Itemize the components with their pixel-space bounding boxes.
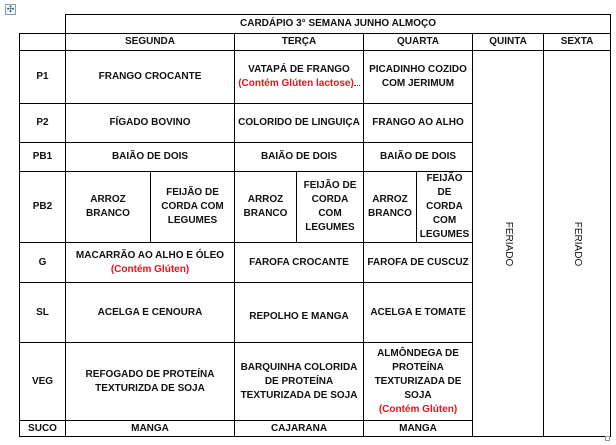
g-segunda (66, 243, 235, 283)
table-title: CARDÁPIO 3° SEMANA JUNHO ALMOÇO (66, 15, 611, 34)
p1-segunda-text: FRANGO CROCANTE (98, 71, 202, 82)
p1-quarta: PICADINHO COZIDO COM JERIMUM (364, 51, 473, 104)
day-header-terca: TERÇA (235, 34, 364, 51)
sl-segunda: ACELGA E CENOURA (66, 283, 235, 343)
corner-cell (20, 15, 66, 34)
suco-segunda: MANGA (66, 421, 235, 437)
pb1-segunda: BAIÃO DE DOIS (66, 143, 235, 172)
quinta-holiday (473, 51, 544, 437)
veg-terca: BARQUINHA COLORIDA DE PROTEÍNA TEXTURIZADA DE SOJA (235, 343, 364, 421)
menu-table (19, 14, 611, 437)
suco-quarta: MANGA (364, 421, 473, 437)
day-header-quinta: QUINTA (473, 34, 544, 51)
pb1-terca: BAIÃO DE DOIS (235, 143, 364, 172)
spellcheck-squiggle (354, 85, 360, 86)
table-resize-handle-icon[interactable] (605, 436, 610, 441)
pb2-terca-b: FEIJÃO DE CORDA COM LEGUMES (297, 172, 364, 243)
header-blank (20, 34, 66, 51)
g-terca: FAROFA CROCANTE (235, 243, 364, 283)
pb1-quarta: BAIÃO DE DOIS (364, 143, 473, 172)
p1-terca (235, 51, 364, 104)
p2-quarta: FRANGO AO ALHO (364, 104, 473, 143)
row-label-p2: P2 (20, 104, 66, 143)
veg-quarta-text: ALMÔNDEGA DE PROTEÍNA TEXTURIZADA DE SOJA (374, 347, 462, 401)
g-segunda-text: MACARRÃO AO ALHO E ÓLEO (75, 249, 225, 261)
day-header-quarta: QUARTA (364, 34, 473, 51)
pb2-segunda-b: FEIJÃO DE CORDA COM LEGUMES (151, 172, 235, 243)
day-header-segunda: SEGUNDA (66, 34, 235, 51)
sl-terca: REPOLHO E MANGA (235, 283, 364, 343)
pb2-quarta-a: ARROZ BRANCO (364, 172, 417, 243)
sl-quarta: ACELGA E TOMATE (364, 283, 473, 343)
row-label-suco: SUCO (20, 421, 66, 437)
quinta-holiday-text: FERIADO (503, 221, 514, 266)
p1-terca-note: (Contém Glúten lactose) (237, 77, 361, 91)
veg-segunda: REFOGADO DE PROTEÍNA TEXTURIZDA DE SOJA (66, 343, 235, 421)
row-label-veg: VEG (20, 343, 66, 421)
row-label-pb1: PB1 (20, 143, 66, 172)
g-segunda-note: (Contém Glúten) (110, 263, 190, 275)
row-label-sl: SL (20, 283, 66, 343)
veg-quarta (364, 343, 473, 421)
p2-terca: COLORIDO DE LINGUIÇA (235, 104, 364, 143)
pb2-terca-a: ARROZ BRANCO (235, 172, 297, 243)
veg-quarta-note: (Contém Glúten) (378, 403, 458, 415)
pb2-segunda-a: ARROZ BRANCO (66, 172, 151, 243)
table-move-handle-icon[interactable]: ✣ (6, 4, 15, 14)
row-label-p1: P1 (20, 51, 66, 104)
p2-segunda: FÍGADO BOVINO (66, 104, 235, 143)
row-label-pb2: PB2 (20, 172, 66, 243)
p1-terca-text: VATAPÁ DE FRANGO (248, 64, 350, 75)
day-header-sexta: SEXTA (544, 34, 611, 51)
sexta-holiday (544, 51, 611, 437)
suco-terca: CAJARANA (235, 421, 364, 437)
sexta-holiday-text: FERIADO (572, 221, 584, 266)
pb2-quarta-b: FEIJÃO DE CORDA COM LEGUMES (417, 172, 473, 243)
g-quarta: FAROFA DE CUSCUZ (364, 243, 473, 283)
p1-segunda (66, 51, 235, 104)
row-label-g: G (20, 243, 66, 283)
